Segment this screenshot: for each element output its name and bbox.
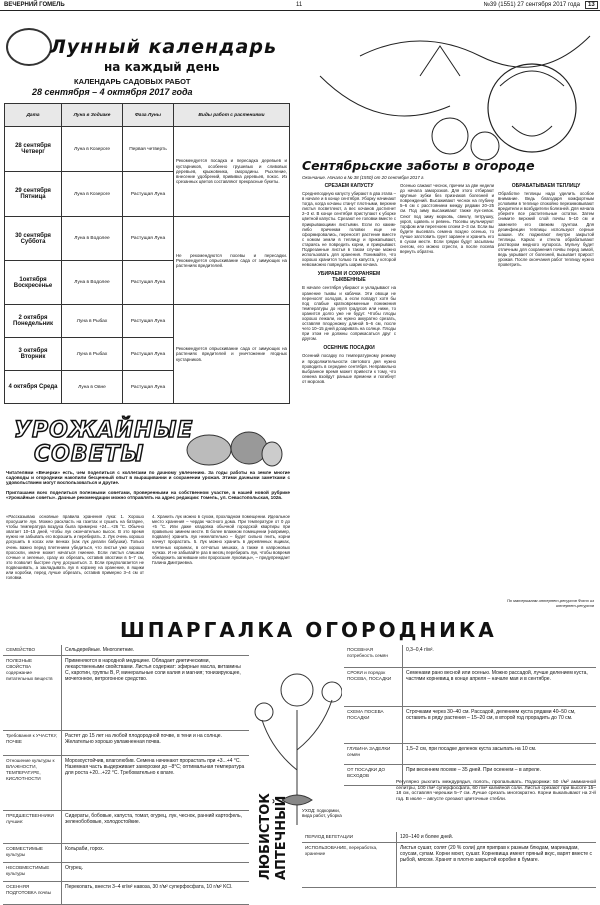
- field-label: ОСЕННЯЯ ПОДГОТОВКА почвы: [3, 882, 62, 905]
- row-work: Рекомендуется посадка и пересадка деревьев и кустарников, особенно грушевых и сливовых деревьев, крыжовника, смородины. Рыхление, внесение удобрений, прививка деревьев, покос. Из срезанных цветов составляют прекрасные букеты.: [174, 127, 290, 217]
- cheatsheet-title: ШПАРГАЛКА ОГОРОДНИКА: [120, 618, 497, 642]
- row-date: 29 сентября Пятница: [5, 172, 62, 217]
- row-zodiac: Луна в Козероге: [62, 127, 123, 172]
- field-value: Сельдерейные. Многолетние.: [62, 645, 250, 656]
- tips-title-1: УРОЖАЙНЫЕ: [14, 418, 194, 443]
- tips-text-right: 4. Хранить лук можно в сухом, прохладном помещении. Идеальное место хранения – чердак частного дома. При температуре от 0 до +5 °С. Или даже кладовка обычной городской квартиры при правильно зимнем месте. В более влажном помещении (например, подвале) хранить лук нежелательно – будет сильно гнить, корни начнут прорастать. 5. Лук можно хранить в деревянных ящиках, плетеных корзинах, в сетчатых мешках, а также в капроновых чулках. И не забывайте раз в месяц перебирать лук, чтобы вовремя обнаружить загнившие или проросшие луковицы», – предупреждает Галина Дмитриевна.: [152, 514, 290, 565]
- field-value: Сидераты, бобовые, капуста, томат, огурец, лук, чеснок, ранний картофель, зеленобобовые, холодостойкие.: [62, 811, 250, 844]
- sources-note: По материалам интернет-ресурсов Фото из интернет-ресурсов: [506, 598, 594, 608]
- tips-text-left: «Рассказываю основные правила хранения лука: 1. Хорошо просушите лук. Можно раскласть на газетах и сушить на батарее, чтобы температура воздуха была примерно +24…+26 °С. Обычно хватает 10–15 дней, чтобы лук окончательно высох. В это время нужно не забывать его ворошить и перебирать. 2. Лук очень хорошо досушить в косах или венках (как лук делали бабушки). Только очень важно перед плетением убедиться, что листья уже хорошо просохли, иначе может начаться гниение. Если листья слишком сочные и зеленые, сразу их обрезать, оставив хвостики в 5–7 см, это позволит быстрее лучу досушиться. 3. Если предполагается не подвешивать, а закладывать лук в корзину на хранение, в ящики или коробки, перед лучше обрезать, оставив примерно 3–4 см от головки.: [6, 514, 144, 581]
- cheatsheet-left-table: [3, 645, 249, 905]
- calendar-dates: 28 сентября – 4 октября 2017 года: [32, 87, 193, 97]
- newspaper-name: ВЕЧЕРНИЙ ГОМЕЛЬ: [4, 2, 65, 8]
- lunar-subtitle: на каждый день: [104, 60, 220, 74]
- field-value: Морозоустойчив, влаголюбив. Семена начинают прорастать при +3...+4 °С. Наземная часть выдерживает заморозки до –8°С; оптимальная температура для роста +20...+22 °С. Требовательно к влаге.: [62, 756, 250, 811]
- row-phase: Растущая Луна: [123, 338, 174, 371]
- col-work: Виды работ с растениями: [174, 104, 290, 127]
- care-text: Регулярно рыхлить междурядья, полоть, пропалывать. Подкормки: 50 г/м² аммиачной селитры, 100 г/м² суперфосфата, 60 г/м² калийной соли. Листья срезают при высоте 15–18 см, оставляя черешки 5–7 см. Лучше срезать многократно. Корни выкапывают на 2-й год. В июле – августе срезают цветочные стебли.: [396, 780, 596, 802]
- field-label: Требования к УЧАСТКУ, ПОЧВЕ: [3, 731, 62, 756]
- september-title: Сентябрьские заботы в огороде: [302, 158, 535, 173]
- pumpkin-text: В начале сентября убирают и укладывают на хранение тыквы и кабачки. Эти овощи не переносят холодов, а если попадут хотя бы под слабые кратковременные понижения температуры до нуля градусов или ниже, то хранится долго уже не будут. Чтобы плоды хорошо лежали, их нужно аккуратно срезать, оставляя плодоножку длиной 5–6 см, после чего 10–15 дней дозаривать на солнце. Плоды при этом не должны соприкасаться друг с другом.: [302, 285, 396, 342]
- row-date: 1октября Воскресенье: [5, 261, 62, 305]
- vegetables-icon: [184, 420, 284, 468]
- page-number-left: 11: [296, 2, 303, 8]
- row-zodiac: Луна в Овне: [62, 371, 123, 404]
- cheatsheet-bottom-table: [302, 832, 596, 888]
- row-date: 30 сентября Суббота: [5, 217, 62, 261]
- calendar-heading: КАЛЕНДАРЬ САДОВЫХ РАБОТ: [74, 77, 191, 86]
- field-label: СОВМЕСТИМЫЕ культуры: [3, 844, 62, 863]
- harvest-tips: [4, 418, 294, 612]
- field-value: При весеннем посеве – 35 дней. При осеннем – в апреле.: [403, 765, 597, 786]
- field-value: Применяются в народной медицине. Обладает диетическими, лекарственными свойствами. Листья содержат: эфирные масла, витамины С, каротин, группы В, Р, минеральные соли калия и магния; тонизирующее, мочегонное, ветрогонное средство.: [62, 656, 250, 731]
- section-heading-pumpkin: УБИРАЕМ И СОХРАНЯЕМ ТЫКВЕННЫЕ: [317, 271, 381, 284]
- field-label: ПОСЕВНАЯ потребность семян: [344, 645, 403, 668]
- row-phase: Растущая Луна: [123, 261, 174, 305]
- row-phase: Растущая Луна: [123, 217, 174, 261]
- september-col3: [498, 183, 594, 267]
- plant-name-2: АПТЕЧНЫЙ: [274, 795, 289, 880]
- field-value: 1,5–2 см, при посадке деленок куста засыпать на 10 см.: [403, 744, 597, 765]
- moon-icon: [6, 28, 52, 66]
- issue-info: №39 (1551) 27 сентября 2017 года: [483, 2, 580, 8]
- cheatsheet-right-table: [344, 645, 596, 786]
- tips-intro: Читателями «Вечерки» есть, чем поделиться с коллегами по дачному увлечению. За годы работы на земле многие садоводы и огородники накопили бесценный опыт в выращивании и сохранении урожая. Этими дачными заметками с удовольствием могут воспользоваться и другие.: [6, 470, 290, 486]
- field-value: 0,3–0,4 г/м².: [403, 645, 597, 668]
- row-phase: Первая четверть: [123, 127, 174, 172]
- row-zodiac: Луна в Рыбах: [62, 305, 123, 338]
- field-label: НЕСОВМЕСТИМЫЕ культуры: [3, 863, 62, 882]
- field-value: Семенами рано весной или осенью. Можно рассадой, лучше делением куста, частями корневищ в конце апреля – начале мая и в сентябре.: [403, 668, 597, 707]
- row-zodiac: Луна в Водолее: [62, 261, 123, 305]
- row-phase: Растущая Луна: [123, 305, 174, 338]
- vegetable-sketch-icon: [300, 16, 596, 176]
- lunar-title: Лунный календарь: [50, 36, 277, 58]
- field-label: ПОЛЕЗНЫЕ СВОЙСТВА содержание питательных веществ: [3, 656, 62, 731]
- section-heading-planting: ОСЕННИЕ ПОСАДКИ: [323, 345, 375, 352]
- lunar-table: [4, 103, 290, 404]
- field-label: СХЕМА ПОСЕВА ПОСАДКИ: [344, 707, 403, 744]
- col-date: Дата: [5, 104, 62, 127]
- field-label: ПРЕДШЕСТВЕННИКИ лучшие:: [3, 811, 62, 844]
- field-label: СЕМЕЙСТВО: [3, 645, 62, 656]
- september-col1: [302, 183, 396, 384]
- row-zodiac: Луна в Козероге: [62, 172, 123, 217]
- field-label: СРОКИ и порядок ПОСЕВА, ПОСАДКИ: [344, 668, 403, 707]
- field-label: ИСПОЛЬЗОВАНИЕ, переработка, хранение: [302, 843, 397, 888]
- greenhouse-text: Обработке теплицы надо уделить особое внимание. Ведь благодаря комфортным условиям в теплице спокойно перезимовывают вредители и возбудители болезней. Для начала уберите все растительные остатки. Затем снимите верхний слой почвы 5–10 см и замените его свежим грунтом. Для дезинфекции теплицы используют серные шашки. Их поджигают внутри закрытой теплицы. Каркас и стекла обрабатывают раствором медного купороса. Мульчу будет отличным для сохранения почвы перед зимой, ведь укрывает от болезней, вызывает прирост урожая. После окончания работ теплицу нужно проветрить.: [498, 191, 594, 268]
- tips-title-2: СОВЕТЫ: [34, 442, 145, 467]
- plant-name-1: ЛЮБИСТОК: [258, 793, 273, 880]
- continuation-note: Окончание. Начало в № 38 (1550) от 20 сентября 2017 г.: [302, 175, 425, 180]
- september-col2: Осенью сажают чеснок, причем за две недели до начала заморозков. Для этого отбирают крупные зубки без признаков болезней и повреждений. Высаживают чеснок на глубину 5–6 см с расстоянием между рядами 20–25 см. Под зиму высаживают также лук-севок. Сеют под зиму морковь, свеклу, петрушку, укроп, щавель и ревень. Посевы мульчируют торфом или перегноем слоем 2–3 см. Если вы будете высевать семена поздно осенью, то лучше заготовить грунт заранее и хранить его в сухом месте. Если грядки будут засыпаны снегом, его можно сгрести, а после посева вернуть обратно.: [400, 183, 494, 255]
- row-phase: Растущая Луна: [123, 371, 174, 404]
- row-work: Не рекомендуются посевы и пересадки. Рекомендуется опрыскивание сада от зимующих на растениях вредителей.: [174, 217, 290, 305]
- row-date: 2 октября Понедельник: [5, 305, 62, 338]
- tips-invite: Приглашаем всех поделиться полезными советами, проверенными на собственном участке, в нашей новой рубрике «Урожайные советы». Дачные рекомендации можно отправлять на адрес редакции: Гомель, ул. Севастопольская, 102в.: [6, 490, 290, 501]
- field-value: Огурец.: [62, 863, 250, 882]
- page-header: [0, 0, 600, 11]
- row-phase: Растущая Луна: [123, 172, 174, 217]
- field-label: Отношение культуры к ВЛАЖНОСТИ, ТЕМПЕРАТУРЕ, КИСЛОТНОСТИ: [3, 756, 62, 811]
- field-value: Листья сушат, солят (20 % соли) для приправ к разным блюдам, маринадам, соусам, супам. Корни моют, сушат. Корневища имеют пряный вкус, варят вместе с рыбой, мясом. Хранят в плотно закрытой коробке в бумаге.: [397, 843, 597, 888]
- field-value: 120–140 и более дней.: [397, 832, 597, 843]
- col-phase: Фаза Луны: [123, 104, 174, 127]
- field-value: Растет до 15 лет на любой плодородной почве, в тени и на солнце. Желательно хорошо увлажненная почва.: [62, 731, 250, 756]
- section-heading-cabbage: СРЕЗАЕМ КАПУСТУ: [324, 183, 374, 189]
- field-value: Строчками через 30–40 см. Рассадой, делением куста рядами 40–50 см, оставить в ряду растения – 15–20 см, в второй год прорадить до 70 см.: [403, 707, 597, 744]
- planting-text: Осенний посадку по температурному режиму и продолжительности светового дня нужно проводить в середине сентября. Неправильно выбранное время может привести к тому, что семена взойдут раньше времени и погибнут от морозов.: [302, 353, 396, 384]
- field-label: ГЛУБИНА ЗАДЕЛКИ семян: [344, 744, 403, 765]
- row-work: Рекомендуется опрыскивание сада от зимующих на растениях вредителей и уничтожение ягодных кустарников.: [174, 305, 290, 404]
- col-zodiac: Луна в Зодиаке: [62, 104, 123, 127]
- row-date: 3 октября Вторник: [5, 338, 62, 371]
- cabbage-text: Среднепоздную капусту убирают в два этапа – в начале и в конце сентября. Уборку начинают тогда, когда кочаны станут плотными, верхние листья посветлеют, а вес кочанов достигнет 2–3 кг. В конце сентября приступают к уборке цветной капусты. Срезают ее головки вместе с прикрывающими листьями. Если по каким-либо причинам головки еще не сформировались, переносят растение вместе с комом земли в теплицу и прикапывают, стараясь не повредить корни, и прикрывают. Подрезанные листья в таком случае можно использовать для хранения. Понимайте, что хорошо хранится только та капуста, у которой невозможно повредить шарик кочана.: [302, 191, 396, 268]
- care-label: УХОД: подкормки, вида работ, уборка: [302, 808, 342, 819]
- row-date: 4 октября Среда: [5, 371, 62, 404]
- page-number: 13: [585, 1, 598, 9]
- field-value: Кольраби, горох.: [62, 844, 250, 863]
- field-label: ОТ ПОСАДКИ ДО ВСХОДОВ: [344, 765, 403, 786]
- field-value: Перекопать, внести 3–4 кг/м² навоза, 30 г/м² суперфосфата, 10 г/м² KCl.: [62, 882, 250, 905]
- row-zodiac: Луна в Водолее: [62, 217, 123, 261]
- row-zodiac: Луна в Рыбах: [62, 338, 123, 371]
- row-date: 28 сентября Четверг: [5, 127, 62, 172]
- field-label: ПЕРИОД ВЕГЕТАЦИИ: [302, 832, 397, 843]
- section-heading-greenhouse: ОБРАБАТЫВАЕМ ТЕПЛИЦУ: [511, 183, 581, 189]
